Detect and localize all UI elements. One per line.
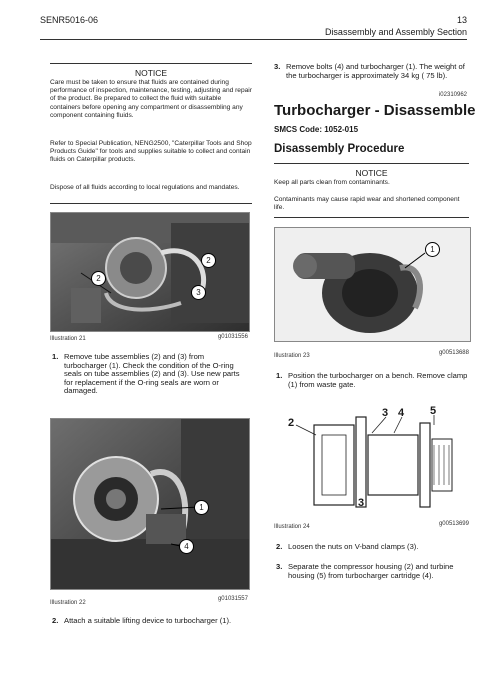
illustration-caption: Illustration 23 [274, 353, 310, 359]
notice-top-rule [50, 63, 252, 64]
callout-label: 3 [382, 407, 389, 419]
engine-photo [51, 213, 249, 331]
illustration-code: g01031556 [217, 334, 248, 340]
page-title: Turbocharger - Disassemble [274, 102, 476, 119]
header-rule [40, 39, 467, 40]
callout-label: 2 [288, 417, 295, 429]
step-text: Loosen the nuts on V-band clamps (3). [288, 542, 419, 551]
step-number: 1. [52, 352, 59, 361]
step-3 [274, 63, 469, 83]
callout-label: 4 [398, 407, 405, 419]
step-text: Position the turbocharger on a bench. Remove clamp (1) from waste gate. [288, 371, 468, 389]
reference-id: i02310962 [438, 92, 467, 98]
callout-label: 5 [430, 405, 437, 417]
section-title: Disassembly and Assembly Section [324, 27, 467, 37]
illustration-code: g00513688 [438, 350, 469, 356]
notice-title: NOTICE [355, 168, 388, 178]
step-text: Attach a suitable lifting device to turbocharger (1). [64, 616, 232, 625]
step-number: 3. [274, 62, 281, 71]
page-number: 13 [456, 15, 467, 25]
step-3 [276, 563, 469, 583]
step-number: 2. [52, 616, 59, 625]
doc-id: SENR5016-06 [40, 15, 99, 25]
illustration-code: g00513699 [438, 521, 469, 527]
step-2 [276, 543, 469, 555]
step-text: Remove bolts (4) and turbocharger (1). The weight of the turbocharger is approximately 34 kg ( 75 lb). [286, 62, 465, 80]
notice-title: NOTICE [134, 68, 168, 78]
illustration-code: g01031557 [217, 596, 248, 602]
callout-circle: 2 [201, 253, 216, 268]
step-1 [52, 353, 248, 399]
callout-circle: 4 [179, 539, 194, 554]
callout-circle: 3 [191, 285, 206, 300]
smcs-code: SMCS Code: 1052-015 [274, 125, 359, 134]
illustration-caption: Illustration 21 [50, 336, 86, 342]
step-text: Separate the compressor housing (2) and turbine housing (5) from turbocharger cartridge (4). [288, 562, 454, 580]
illustration-24-image [274, 405, 469, 515]
step-number: 1. [276, 371, 283, 380]
step-text: Remove tube assemblies (2) and (3) from turbocharger (1). Check the condition of the O-ring seals on tube assemblies (2) and (3). Use new parts for replacement if the O-ring seals are worn or damaged. [64, 352, 240, 396]
notice-bottom-rule [274, 217, 469, 218]
notice-bottom-rule [50, 203, 252, 204]
turbo-line-drawing [274, 405, 469, 515]
step-2 [52, 617, 248, 629]
callout-circle: 1 [425, 242, 440, 257]
callout-label: 3 [358, 497, 365, 509]
paragraph: Dispose of all fluids according to local regulations and mandates. [50, 184, 240, 191]
procedure-heading: Disassembly Procedure [274, 143, 405, 155]
paragraph: Refer to Special Publication, NENG2500, "Caterpillar Tools and Shop Products Guide" for tools and supplies suitable to collect and contain fluids on Caterpillar products. [50, 140, 252, 164]
notice-text: Contaminants may cause rapid wear and shortened component life. [274, 196, 460, 212]
illustration-21-image [50, 212, 250, 332]
illustration-caption: Illustration 24 [274, 524, 310, 530]
illustration-caption: Illustration 22 [50, 600, 86, 606]
step-number: 2. [276, 542, 283, 551]
illustration-23-image [274, 227, 471, 342]
turbo-bench-photo [275, 228, 470, 341]
notice-text: Keep all parts clean from contaminants. [274, 179, 390, 186]
step-1 [276, 372, 469, 392]
notice-text: Care must be taken to ensure that fluids are contained during performance of inspection, maintenance, testing, adjusting and repair of the product. Be prepared to collect the fluid with suitable containers before opening any compartment or disassembling any component containing fluids. [50, 79, 252, 119]
callout-circle: 2 [91, 271, 106, 286]
illustration-22-image [50, 418, 250, 590]
step-number: 3. [276, 562, 283, 571]
notice-top-rule [274, 163, 469, 164]
callout-circle: 1 [194, 500, 209, 515]
turbo-photo [51, 419, 249, 589]
